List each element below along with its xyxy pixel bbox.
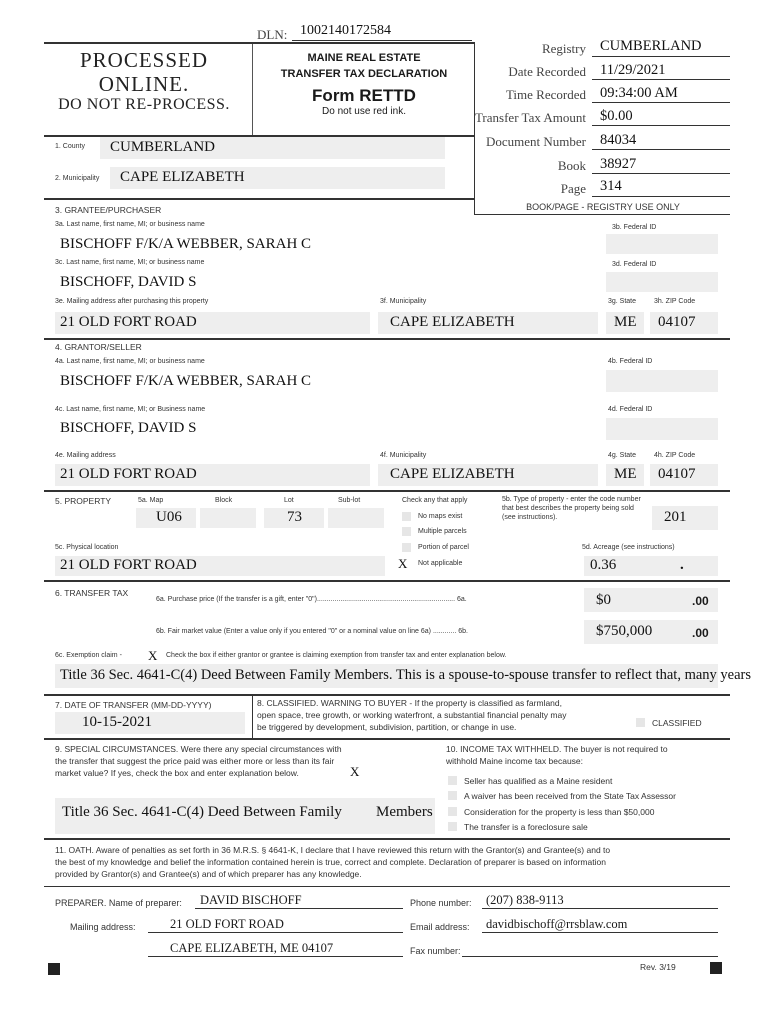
multiple-parcels-checkbox[interactable] (402, 527, 411, 536)
grantor-f-value: CAPE ELIZABETH (390, 466, 515, 482)
lot-label: Lot (284, 497, 294, 504)
registry-footer: BOOK/PAGE - REGISTRY USE ONLY (526, 202, 680, 212)
oath-line2: the best of my knowledge and belief the information contained herein is true, correct and complete. Declaration of preparer is based on information (55, 857, 606, 867)
grantee-c-label: 3c. Last name, first name, MI; or business name (55, 259, 205, 266)
grantor-f-label: 4f. Municipality (380, 452, 427, 459)
grantee-title: 3. GRANTEE/PURCHASER (55, 205, 162, 215)
oath-line3: provided by Grantor(s) and Grantee(s) and of which preparer has any knowledge. (55, 869, 362, 879)
grantee-federal-id-1[interactable] (606, 234, 718, 254)
lot-value: 73 (287, 509, 302, 525)
registry-label: Registry (541, 41, 586, 56)
phone-value[interactable]: (207) 838-9113 (486, 893, 564, 907)
consideration-label: Consideration for the property is less than $50,000 (464, 807, 655, 817)
block-label: Block (215, 497, 233, 504)
dln-value: 1002140172584 (300, 23, 391, 38)
grantor-h-label: 4h. ZIP Code (654, 452, 696, 459)
grantee-b-label: 3b. Federal ID (612, 224, 657, 231)
sublot-field[interactable] (328, 508, 384, 528)
grantor-e-label: 4e. Mailing address (55, 452, 116, 459)
grantor-federal-id-1[interactable] (606, 370, 718, 392)
registration-mark-left (48, 963, 60, 975)
multiple-parcels-label: Multiple parcels (418, 528, 467, 535)
form-title-line1: MAINE REAL ESTATE (307, 52, 421, 64)
block-field[interactable] (200, 508, 256, 528)
special-checkbox[interactable]: X (350, 764, 360, 779)
grantee-d-label: 3d. Federal ID (612, 261, 657, 268)
doc-number-value: 84034 (600, 132, 637, 148)
special-explanation: Title 36 Sec. 4641-C(4) Deed Between Family (62, 804, 342, 820)
processed-line3: DO NOT RE-PROCESS. (58, 96, 230, 113)
grantee-f-value: CAPE ELIZABETH (390, 314, 515, 330)
registry-value: CUMBERLAND (600, 38, 702, 54)
exemption-text: Check the box if either grantor or grantee is claiming exemption from transfer tax and enter explanation below. (166, 652, 507, 659)
special-text1: 9. SPECIAL CIRCUMSTANCES. Were there any special circumstances with (55, 744, 342, 754)
date-of-transfer-value: 10-15-2021 (82, 714, 152, 730)
form-note: Do not use red ink. (322, 106, 406, 117)
income-tax-text1: 10. INCOME TAX WITHHELD. The buyer is not required to (446, 744, 668, 754)
book-label: Book (557, 158, 586, 173)
fax-label: Fax number: (410, 946, 461, 956)
grantee-e-value: 21 OLD FORT ROAD (60, 314, 197, 330)
tax-amount-label: Transfer Tax Amount (474, 110, 586, 125)
exemption-checkbox[interactable]: X (148, 648, 158, 663)
email-value[interactable]: davidbischoff@rrsblaw.com (486, 917, 628, 931)
county-label: 1. County (55, 143, 85, 150)
county-value: CUMBERLAND (110, 139, 216, 155)
physical-location-label: 5c. Physical location (55, 544, 119, 551)
grantee-g-value: ME (614, 314, 637, 330)
doc-number-label: Document Number (485, 134, 586, 149)
registration-mark-right (710, 962, 722, 974)
grantee-federal-id-2[interactable] (606, 272, 718, 292)
acreage-value: 0.36 (590, 557, 617, 573)
grantee-h-value: 04107 (658, 314, 696, 330)
special-text3: market value? If yes, check the box and enter explanation below. (55, 768, 299, 778)
map-value: U06 (156, 509, 182, 525)
no-maps-label: No maps exist (418, 513, 463, 520)
grantor-d-label: 4d. Federal ID (608, 406, 653, 413)
mailing-address-line1[interactable]: 21 OLD FORT ROAD (170, 917, 284, 931)
fair-market-cents: .00 (692, 626, 709, 640)
grantor-e-value: 21 OLD FORT ROAD (60, 466, 197, 482)
page-label: Page (560, 181, 586, 196)
grantor-g-label: 4g. State (608, 452, 637, 459)
portion-parcel-checkbox[interactable] (402, 543, 411, 552)
waiver-checkbox[interactable] (448, 791, 457, 800)
grantor-federal-id-2[interactable] (606, 418, 718, 440)
grantor-g-value: ME (614, 466, 637, 482)
income-tax-text2: withhold Maine income tax because: (446, 756, 584, 766)
form-name: Form RETTD (312, 86, 416, 105)
property-type-value: 201 (664, 509, 687, 525)
grantee-f-label: 3f. Municipality (380, 298, 427, 305)
grantee-a-value: BISCHOFF F/K/A WEBBER, SARAH C (60, 236, 312, 252)
form-title-line2: TRANSFER TAX DECLARATION (280, 68, 448, 80)
processed-line1: PROCESSED (79, 48, 209, 72)
time-recorded-value: 09:34:00 AM (600, 85, 678, 101)
municipality-label: 2. Municipality (55, 175, 100, 182)
foreclosure-label: The transfer is a foreclosure sale (464, 822, 588, 832)
exemption-label: 6c. Exemption claim - (55, 652, 122, 659)
map-label: 5a. Map (138, 497, 164, 504)
physical-location-value: 21 OLD FORT ROAD (60, 557, 197, 573)
not-applicable-mark[interactable]: X (398, 556, 408, 571)
date-recorded-value: 11/29/2021 (600, 62, 666, 78)
not-applicable-label: Not applicable (418, 560, 463, 567)
classified-box-label: CLASSIFIED (652, 718, 702, 728)
exemption-explanation: Title 36 Sec. 4641-C(4) Deed Between Family Members. This is a spouse-to-spouse transfer to reflect that, many years (60, 667, 752, 683)
page-value: 314 (600, 178, 622, 194)
seller-resident-label: Seller has qualified as a Maine resident (464, 776, 613, 786)
tax-amount-value: $0.00 (600, 108, 633, 124)
purchase-price-label: 6a. Purchase price (If the transfer is a gift, enter "0")....................................................................... 6a. (156, 596, 467, 603)
seller-resident-checkbox[interactable] (448, 776, 457, 785)
grantor-a-label: 4a. Last name, first name, MI; or business name (55, 358, 205, 365)
date-recorded-label: Date Recorded (508, 64, 586, 79)
consideration-checkbox[interactable] (448, 807, 457, 816)
sublot-label: Sub-lot (338, 497, 361, 504)
email-label: Email address: (410, 922, 470, 932)
book-value: 38927 (600, 156, 637, 172)
grantee-a-label: 3a. Last name, first name, MI; or business name (55, 221, 205, 228)
grantee-e-label: 3e. Mailing address after purchasing this property (55, 298, 209, 305)
purchase-price-value: $0 (596, 592, 611, 608)
transfer-tax-title: 6. TRANSFER TAX (55, 588, 129, 598)
waiver-label: A waiver has been received from the State Tax Assessor (464, 791, 676, 801)
fair-market-value: $750,000 (596, 623, 653, 639)
no-maps-checkbox[interactable] (402, 512, 411, 521)
special-text2: the transfer that suggest the price paid was either more or less than its fair (55, 756, 335, 766)
grantor-a-value: BISCHOFF F/K/A WEBBER, SARAH C (60, 373, 312, 389)
classified-checkbox[interactable] (636, 718, 645, 727)
grantor-b-label: 4b. Federal ID (608, 358, 653, 365)
mailing-address-label: Mailing address: (70, 922, 136, 932)
classified-text1: 8. CLASSIFIED. WARNING TO BUYER - If the property is classified as farmland, (257, 698, 562, 708)
classified-text2: open space, tree growth, or working waterfront, a substantial financial penalty may (257, 710, 567, 720)
phone-label: Phone number: (410, 898, 472, 908)
grantor-c-value: BISCHOFF, DAVID S (60, 420, 197, 436)
acreage-dot: . (680, 557, 684, 573)
property-type-label: 5b. Type of property - enter the code number that best describes the property being sold (see instructions). (502, 496, 641, 521)
grantor-c-label: 4c. Last name, first name, MI; or Business name (55, 406, 206, 413)
date-of-transfer-label: 7. DATE OF TRANSFER (MM-DD-YYYY) (55, 700, 212, 710)
time-recorded-label: Time Recorded (505, 87, 586, 102)
special-explanation2: Members (376, 804, 433, 820)
grantee-g-label: 3g. State (608, 298, 637, 305)
acreage-label: 5d. Acreage (see instructions) (582, 544, 675, 551)
classified-text3: be triggered by development, subdivision, partition, or change in use. (257, 722, 517, 732)
fair-market-label: 6b. Fair market value (Enter a value only if you entered "0" or a nominal value on line 6a) ............ 6b. (156, 628, 468, 635)
revision-label: Rev. 3/19 (640, 962, 676, 972)
municipality-value: CAPE ELIZABETH (120, 169, 245, 185)
foreclosure-checkbox[interactable] (448, 822, 457, 831)
portion-parcel-label: Portion of parcel (418, 544, 469, 551)
grantor-title: 4. GRANTOR/SELLER (55, 342, 142, 352)
mailing-address-line2[interactable]: CAPE ELIZABETH, ME 04107 (170, 941, 334, 955)
property-title: 5. PROPERTY (55, 496, 112, 506)
purchase-price-cents: .00 (692, 594, 709, 608)
dln-label: DLN: (257, 27, 288, 42)
grantee-h-label: 3h. ZIP Code (654, 298, 696, 305)
check-any-label: Check any that apply (402, 497, 468, 504)
preparer-name-label: PREPARER. Name of preparer: (55, 898, 182, 908)
grantor-h-value: 04107 (658, 466, 696, 482)
preparer-name[interactable]: DAVID BISCHOFF (200, 893, 302, 907)
processed-line2: ONLINE. (98, 72, 190, 96)
grantee-c-value: BISCHOFF, DAVID S (60, 274, 197, 290)
oath-line1: 11. OATH. Aware of penalties as set forth in 36 M.R.S. § 4641-K, I declare that I have reviewed this return with the Grantor(s) and Grantee(s) and to (55, 845, 611, 855)
